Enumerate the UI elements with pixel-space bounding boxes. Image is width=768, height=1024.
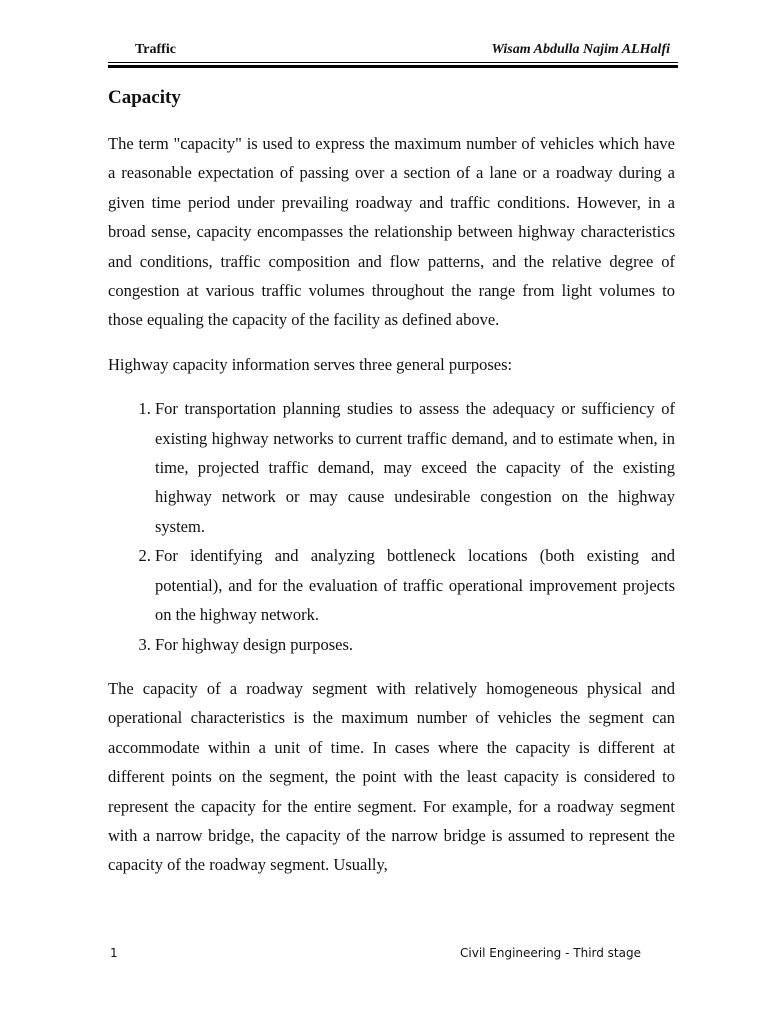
- page-header: [108, 42, 678, 62]
- purpose-item-1: 1. For transportation planning studies to assess the adequacy or sufficiency of existing highway networks to current traffic demand, and to estimate when, in time, projected traffic demand, may exceed the capacity of the existing highway network or may cause undesirable congestion on the highway system.: [155, 394, 675, 541]
- page-content: [108, 84, 675, 895]
- purpose-item-3: 3. For highway design purposes.: [155, 630, 675, 659]
- footer-course: Civil Engineering - Third stage: [460, 946, 641, 960]
- header-author: Wisam Abdulla Najim ALHalfi: [491, 42, 670, 57]
- segment-capacity-paragraph: The capacity of a roadway segment with relatively homogeneous physical and operational characteristics is the maximum number of vehicles the segment can accommodate within a unit of time. In cases where the capacity is different at different points on the segment, the point with the least capacity is considered to represent the capacity for the entire segment. For example, for a roadway segment with a narrow bridge, the capacity of the narrow bridge is assumed to represent the capacity of the roadway segment. Usually,: [108, 678, 675, 875]
- page-number: 1: [110, 946, 118, 960]
- header-rule-thick: [108, 65, 678, 68]
- page-footer: [108, 946, 648, 964]
- header-subject: Traffic: [135, 42, 176, 57]
- section-title: Capacity: [108, 87, 181, 108]
- header-rule-thin: [108, 62, 678, 63]
- purpose-item-2: 2. For identifying and analyzing bottleneck locations (both existing and potential), and for the evaluation of traffic operational improvement projects on the highway network.: [155, 541, 675, 629]
- purposes-lead-paragraph: Highway capacity information serves three general purposes:: [108, 354, 513, 374]
- intro-paragraph: The term "capacity" is used to express the maximum number of vehicles which have a reasonable expectation of passing over a section of a lane or a roadway during a given time period under prevailing roadway and traffic conditions. However, in a broad sense, capacity encompasses the relationship between highway characteristics and conditions, traffic composition and flow patterns, and the relative degree of congestion at various traffic volumes throughout the range from light volumes to those equaling the capacity of the facility as defined above.: [108, 134, 675, 330]
- purposes-list: [108, 394, 675, 659]
